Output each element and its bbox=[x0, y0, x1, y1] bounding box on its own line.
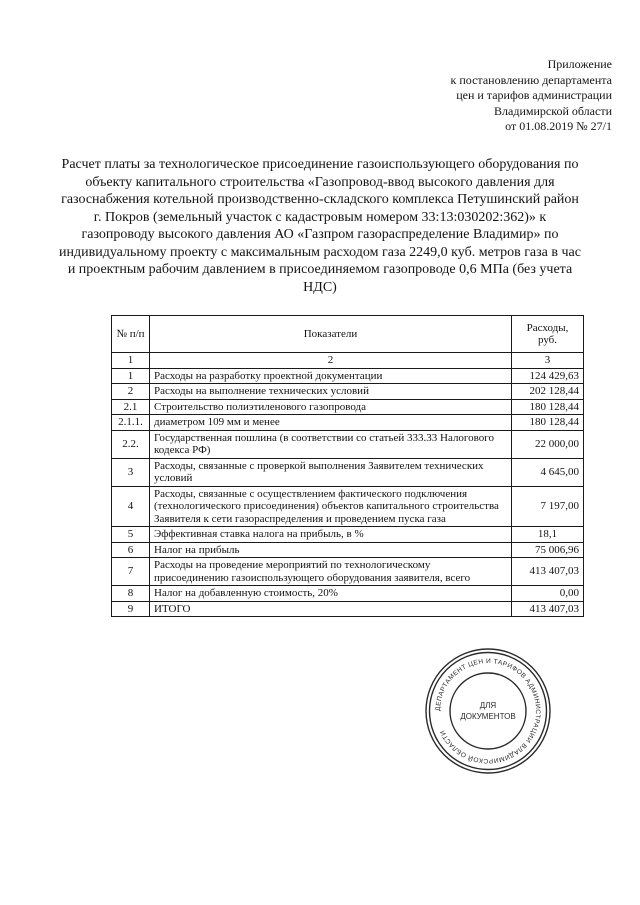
cell-name: ИТОГО bbox=[150, 601, 512, 617]
stamp-outer-ring bbox=[426, 649, 550, 773]
cell-sum: 413 407,03 bbox=[512, 558, 584, 586]
cell-num: 2.2. bbox=[112, 430, 150, 458]
header-num: № п/п bbox=[112, 316, 150, 353]
stamp-middle-ring bbox=[430, 653, 547, 770]
header-sum: Расходы, руб. bbox=[512, 316, 584, 353]
cell-num: 1 bbox=[112, 368, 150, 384]
cell-name: Расходы, связанные с осуществлением фактического подключения (технологического присоединения) объектов капитального строительства Заявителя к сети газораспределения и проведением пуска газа bbox=[150, 486, 512, 527]
table-row bbox=[112, 368, 584, 384]
table-row bbox=[112, 527, 584, 543]
cell-num: 3 bbox=[112, 458, 150, 486]
cell-name: Налог на добавленную стоимость, 20% bbox=[150, 586, 512, 602]
cell-sum: 180 128,44 bbox=[512, 415, 584, 431]
header-name: Показатели bbox=[150, 316, 512, 353]
table-row bbox=[112, 430, 584, 458]
cell-name: Строительство полиэтиленового газопровода bbox=[150, 399, 512, 415]
cell-name: диаметром 109 мм и менее bbox=[150, 415, 512, 431]
appendix-line: Приложение bbox=[547, 57, 612, 71]
cell-sum: 18,1 bbox=[512, 527, 584, 543]
table-row bbox=[112, 399, 584, 415]
table-row bbox=[112, 384, 584, 400]
cell-sum: 180 128,44 bbox=[512, 399, 584, 415]
cell-num: 2.1 bbox=[112, 399, 150, 415]
table-row bbox=[112, 586, 584, 602]
cell-sum: 0,00 bbox=[512, 586, 584, 602]
appendix-line: от 01.08.2019 № 27/1 bbox=[505, 119, 612, 133]
column-index: 1 bbox=[112, 353, 150, 369]
cell-name: Налог на прибыль bbox=[150, 542, 512, 558]
calculation-table bbox=[111, 315, 584, 617]
stamp-center-line1: ДЛЯ bbox=[479, 701, 497, 710]
cell-name: Расходы, связанные с проверкой выполнения Заявителем технических условий bbox=[150, 458, 512, 486]
cell-num: 5 bbox=[112, 527, 150, 543]
appendix-line: Владимирской области bbox=[494, 103, 612, 118]
cell-name: Государственная пошлина (в соответствии со статьей 333.33 Налогового кодекса РФ) bbox=[150, 430, 512, 458]
stamp-ring-text: ДЕПАРТАМЕНТ ЦЕН И ТАРИФОВ АДМИНИСТРАЦИИ ВЛАДИМИРСКОЙ ОБЛАСТИ bbox=[434, 657, 542, 765]
cell-num: 9 bbox=[112, 601, 150, 617]
cell-sum: 202 128,44 bbox=[512, 384, 584, 400]
appendix-line: к постановлению департамента bbox=[450, 72, 612, 87]
appendix-line: цен и тарифов администрации bbox=[456, 88, 612, 102]
cell-sum: 4 645,00 bbox=[512, 458, 584, 486]
table-row bbox=[112, 415, 584, 431]
cell-num: 4 bbox=[112, 486, 150, 527]
column-index: 3 bbox=[512, 353, 584, 369]
cell-name: Расходы на разработку проектной документации bbox=[150, 368, 512, 384]
cell-sum: 22 000,00 bbox=[512, 430, 584, 458]
cell-num: 8 bbox=[112, 586, 150, 602]
document-title: Расчет платы за технологическое присоединение газоиспользующего оборудования по объекту капитального строительства «Газопровод-ввод высокого давления для газоснабжения котельной производственно-складского комплекса Петушинский район г. Покров (земельный участок с кадастровым номером 33:13:030202:362)» к газопроводу высокого давления АО «Газпром газораспределение Владимир» по индивидуальному проекту с максимальным расходом газа 2249,0 куб. метров газа в час и проектным рабочим давлением в присоединяемом газопроводе 0,6 МПа (без учета НДС) bbox=[59, 157, 581, 295]
cell-sum: 75 006,96 bbox=[512, 542, 584, 558]
cell-num: 2 bbox=[112, 384, 150, 400]
official-stamp bbox=[424, 647, 552, 775]
table-header-row bbox=[112, 316, 584, 353]
cell-name: Расходы на проведение мероприятий по технологическому присоединению газоиспользующего оборудования заявителя, всего bbox=[150, 558, 512, 586]
cell-num: 2.1.1. bbox=[112, 415, 150, 431]
table-row bbox=[112, 558, 584, 586]
cell-num: 6 bbox=[112, 542, 150, 558]
cell-sum: 7 197,00 bbox=[512, 486, 584, 527]
table-row bbox=[112, 458, 584, 486]
cell-name: Расходы на выполнение технических условий bbox=[150, 384, 512, 400]
stamp-center-line2: ДОКУМЕНТОВ bbox=[460, 712, 516, 721]
cell-name: Эффективная ставка налога на прибыль, в % bbox=[150, 527, 512, 543]
column-index-row bbox=[112, 353, 584, 369]
column-index: 2 bbox=[150, 353, 512, 369]
table-row bbox=[112, 601, 584, 617]
stamp-inner-ring bbox=[450, 673, 526, 749]
appendix-block bbox=[380, 57, 612, 135]
table-row bbox=[112, 542, 584, 558]
cell-sum: 124 429,63 bbox=[512, 368, 584, 384]
table-row bbox=[112, 486, 584, 527]
cell-num: 7 bbox=[112, 558, 150, 586]
cell-sum: 413 407,03 bbox=[512, 601, 584, 617]
